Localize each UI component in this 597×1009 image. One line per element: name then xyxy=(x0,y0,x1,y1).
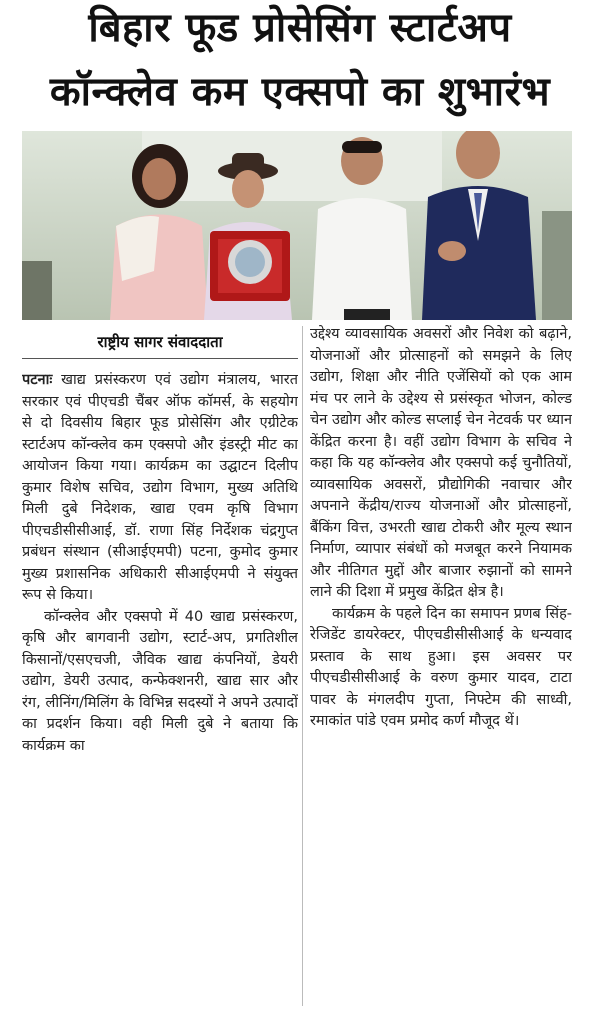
article-paragraph xyxy=(22,370,298,607)
dateline: पटनाः xyxy=(22,372,53,388)
article-paragraph: उद्देश्य व्यावसायिक अवसरों और निवेश को बढ़ाने, योजनाओं और प्रोत्साहनों को समझने के लिए उद्योग, शिक्षा और नीति एजेंसियों को एक आम मंच पर लाने के उद्देश्य से प्रसंस्कृत भोजन, कोल्ड चेन उद्योग और कोल्ड सप्लाई चेन नेटवर्क पर ध्यान केंद्रित करना है। वहीं उद्योग विभाग के सचिव ने कहा कि यह कॉन्क्लेव और एक्सपो कई चुनौतियों, व्यावसायिक अवसरों, प्रौद्योगिकी नवाचार और अपनाने केंद्रीय/राज्य योजनाओं और प्रोत्साहनों, बैंकिंग वित्त, उभरती खाद्य टोकरी और मूल्य स्थान निर्माण, व्यापार संबंधों को मजबूत करने नियामक और नीतिगत मुद्दों और बाजार रुझानों को सामने लाने की दिशा में प्रमुख केंद्रित क्षेत्र है। xyxy=(310,326,572,600)
column-divider xyxy=(302,326,303,1006)
headline-line-2: कॉन्क्लेव कम एक्सपो का शुभारंभ xyxy=(49,69,551,115)
headline-line-1: बिहार फूड प्रोसेसिंग स्टार्टअप xyxy=(88,5,512,51)
news-photo xyxy=(22,131,572,320)
paragraph-text: खाद्य प्रसंस्करण एवं उद्योग मंत्रालय, भारत सरकार एवं पीएचडी चैंबर ऑफ कॉमर्स, के सहयोग से दो दिवसीय बिहार फूड प्रोसेसिंग और एग्रीटेक स्टार्टअप कॉन्क्लेव कम एक्सपो और इंडस्ट्री मीट का आयोजन किया गया। कार्यक्रम का उद्घाटन दिलीप कुमार विशेष सचिव, उद्योग विभाग, मुख्य अतिथि मिली दुबे निदेशक, खाद्य एवम कृषि विभाग पीएचडीसीसीआई, डॉ. राणा सिंह निर्देशक चंद्रगुप्त प्रबंधन संस्थान (सीआईएमपी) पटना, कुमोद कुमार मुख्य प्रशासनिक अधिकारी सीआईएमपी ने संयुक्त रूप से किया। xyxy=(22,372,298,603)
byline: राष्ट्रीय सागर संवाददाता xyxy=(22,330,298,359)
article-paragraph: कॉन्क्लेव और एक्सपो में 40 खाद्य प्रसंस्करण, कृषि और बागवानी उद्योग, स्टार्ट-अप, प्रगतिशील किसानों/एसएचजी, जैविक खाद्य कंपनियों, डेयरी उद्योग, डेयरी उत्पाद, कन्फेक्शनरी, खाद्य सार और रंग, लीनिंग/मिलिंग के विभिन्न सदस्यों ने अपने उत्पादों का प्रदर्शन किया। वही मिली दुबे ने बताया कि कार्यक्रम का xyxy=(22,608,298,754)
article-paragraph: कार्यक्रम के पहले दिन का समापन प्रणब सिंह- रेजिडेंट डायरेक्टर, पीएचडीसीसीआई के धन्यवाद प्रस्ताव के साथ हुआ। इस अवसर पर पीएचडीसीसीआई के वरुण कुमार यादव, टाटा पावर के मंगलदीप गुप्ता, निफ्टेम की साध्वी, रमाकांत पांडे एवम प्रमोद कर्ण मौजूद थें। xyxy=(310,605,572,729)
article-column-left xyxy=(22,370,298,1006)
article-column-right xyxy=(310,324,572,1006)
